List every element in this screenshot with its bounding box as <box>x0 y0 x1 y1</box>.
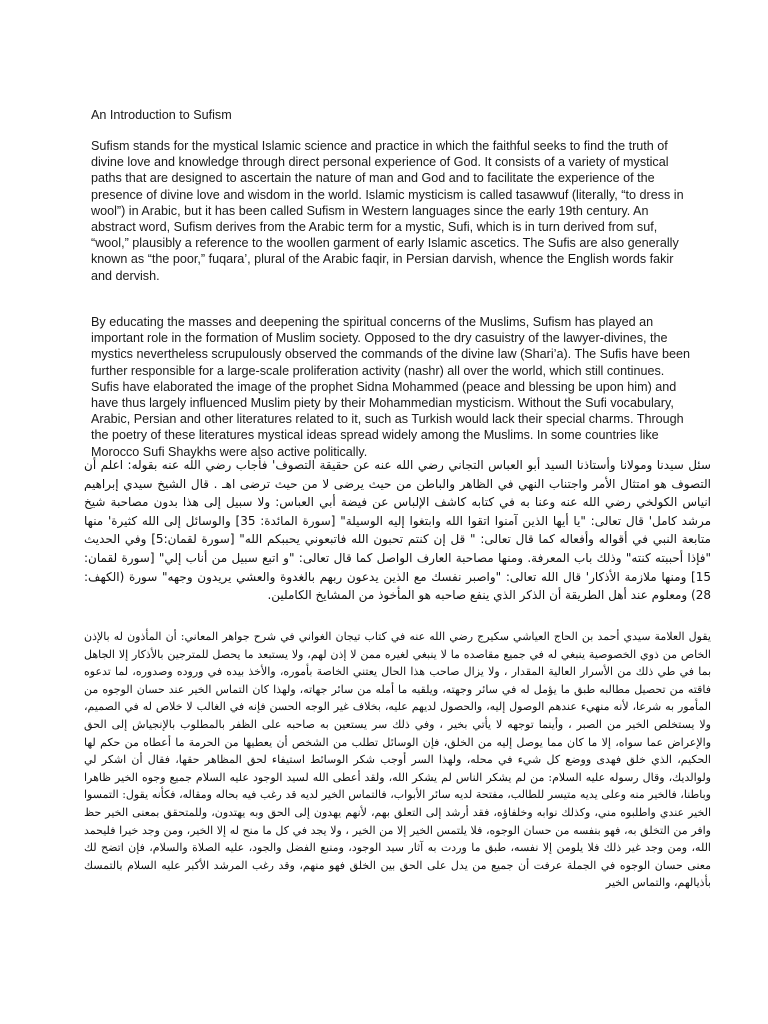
arabic-paragraph-sukayrij-commentary: يقول العلامة سيدي أحمد بن الحاج العياشي سكيرج رضي الله عنه في كتاب تيجان الغواني في شرح جواهر المعاني: أن المأذون له بالإذن الخاص من ذوي الخصوصية ينبغي له في جميع مقاصده ما لا ينبغي لغيره ممن لا إذن لهم، ولا يستبعد ما يحصل للمترجين بالأذكار إلا الجاهل بما في طي ذلك من الأسرار العالية المقدار ، ولا يزال صاحب هذا الحال يعتني الخاصة بأموره، والأخذ بيده في وروده وصدوره، لما تدعوه فاقته من تحصيل مطالبه طبق ما يؤمل له في سائر وجهته، ويلقيه ما أمله من سائر جهاته، ولهذا كان التماس الخير عند حسان الوجوه من المأمور به شرعا، لأنه منهيء عندهم الوصول إليه، والحصول لديهم عليه، بخلاف غير الوجه الحسن فإنه في الغالب لا خلاص له في الصميم، ولا يستخلص الخير من الصبر ، وأينما توجهه لا يأتي بخير ، وفي ذلك سر يستعين به صاحبه على الظفر بالمطلوب بالإنجياش إلى الحق والإعراض عما سواه، إلا ما كان مما يوصل إليه من الخلق، فإن الوسائل تطلب من الشخص أن يعطيها من الحرمة ما أعطاه من حكم لها الحكيم، الذي خلق فهدى ووضع كل شيء في محله، ولهذا السر أوجب شكر الوسائط استيفاء لحق المظاهر حقها، فقال أن اشكر لي ولوالديك، وقال رسوله عليه السلام: من لم يشكر الناس لم يشكر الله، ولقد أعطى الله لسيد الوجود عليه السلام جميع وجوه الخير ظاهرا وباطنا، فالخير منه وعلى يديه متيسر للطالب، مفتحة لديه سائر الأبواب، فالتماس الخير لديه قد رغب فيه بحاله ومقاله، فكأنه يقول: التمسوا الخير عندي واطلبوه مني، وكذلك نوابه وخلفاؤه، فقد أرشد إلى التعلق بهم، لأنهم يهدون إلى الحق وبه يهتدون، وللمتحقق بمعنى الخير حظ وافر من التخلق به، فهو بنفسه من حسان الوجوه، فلا يلتمس الخير إلا من الخير ، ولا يجد في كل ما منح له إلا الخير، ومن وجد خيرا فليحمد الله، ومن وجد غير ذلك فلا يلومن إلا نفسه، طبق ما وردت به آثار سيد الوجود، ومنبع الفضل والجود، عليه الصلاة والسلام، فإن اتضح لك معنى حسان الوجوه في الجملة عرفت أن جميع من يدل على الحق بين الخلق فهو منهم، وقد رغب المرشد الأكبر عليه السلام بالتمسك بأذيالهم، والتماس الخير <box>84 630 711 890</box>
paragraph-role-in-society: By educating the masses and deepening the spiritual concerns of the Muslims, Sufism has played an important role in the formation of Muslim society. Opposed to the dry casuistry of the lawyer-divines, the mystics nevertheless scrupulously observed the commands of the divine law (Shari’a). The Sufis have been further responsible for a large-scale proliferation activity (nashr) all over the world, which still continues. Sufis have elaborated the image of the prophet Sidna Mohammed (peace and blessing be upon him) and have thus largely influenced Muslim piety by their Mohammedian mysticism. Without the Sufi vocabulary, Arabic, Persian and other literatures related to it, such as Turkish would lack their special charms. Through the poetry of these literatures mystical ideas spread widely among the Muslims. In some countries like Morocco Sufi Shaykhs were also active politically. <box>91 315 690 459</box>
arabic-paragraph-tijani-definition: سئل سيدنا ومولانا وأستاذنا السيد أبو العباس التجاني رضي الله عنه عن حقيقة التصوف' فأجاب رضي الله عنه بقوله: اعلم أن التصوف هو امتثال الأمر واجتناب النهي في الظاهر والباطن من حيث يرضى لا من حيث ترضى اهـ . قال الشيخ سيدي إبراهيم انياس الكولخي رضي الله عنه وعنا به في كتابه كاشف الإلباس عن فيضة أبي العباس: ولا سبيل إلى هذا بدون مصاحبة شيخ مرشد كامل' قال تعالى: "يا أيها الذين آمنوا اتقوا الله وابتغوا إليه الوسيلة" [سورة المائدة: 35] والوسائل إلى الله كثيرة' منها متابعة النبي في أقواله وأفعاله كما قال تعالى: " قل إن كنتم تحبون الله فاتبعوني يحببكم الله" [سورة لقمان:5] وفي الحديث "فإذا أحببته كنته" وذلك باب المعرفة. ومنها مصاحبة العارف الواصل كما قال تعالى: "و اتبع سبيل من أناب إلي" [سورة لقمان: 15] ومنها ملازمة الأذكار' قال الله تعالى: "واصبر نفسك مع الذين يدعون ربهم بالغدوة والعشي يريدون وجهه" سورة (الكهف: 28) ومعلوم عند أهل الطريقة أن الذكر الذي ينفع صاحبه هو المأخوذ من المشايخ الكاملين. <box>84 458 712 603</box>
document-title: An Introduction to Sufism <box>91 108 232 122</box>
paragraph-definition: Sufism stands for the mystical Islamic science and practice in which the faithful seeks to find the truth of divine love and knowledge through direct personal experience of God. It consists of a variety of mystical paths that are designed to ascertain the nature of man and God and to facilitate the experience of the presence of divine love and wisdom in the world. Islamic mysticism is called tasawwuf (literally, “to dress in wool”) in Arabic, but it has been called Sufism in Western languages since the early 19th century. An abstract word, Sufism derives from the Arabic term for a mystic, Sufi, which is in turn derived from suf, “wool,” plausibly a reference to the woollen garment of early Islamic ascetics. The Sufis are also generally known as “the poor,” fuqara’, plural of the Arabic faqir, in Persian darvish, whence the English words fakir and dervish. <box>91 139 684 283</box>
